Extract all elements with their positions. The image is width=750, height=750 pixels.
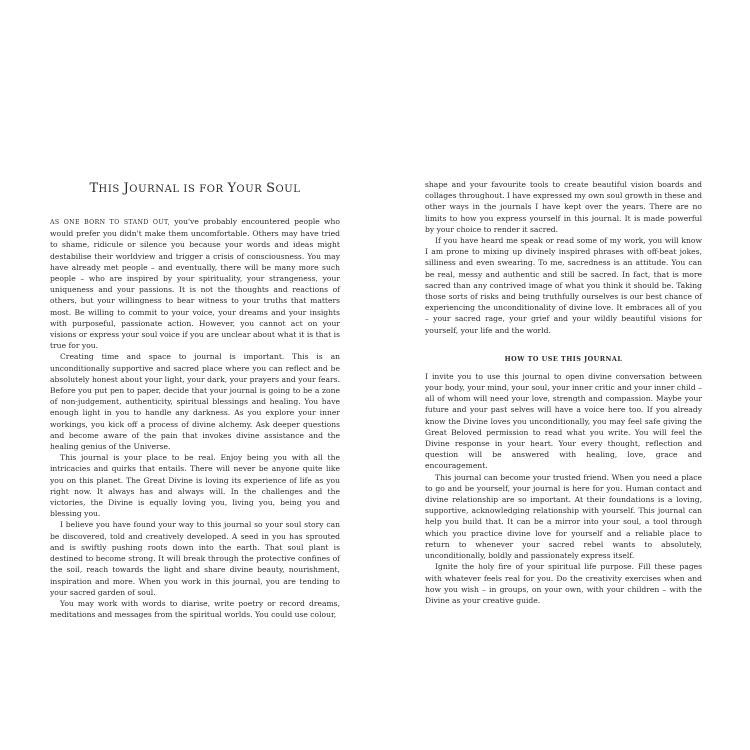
title-part: OUR <box>236 184 267 195</box>
paragraph: This journal can become your trusted friend. When you need a place to go and be yourself, your journal is here for you. Human contact and divine relationship are so important. At their foundations is a loving, supportive, acknowledging relationship with yourself. This journal can help you build that. It can be a mirror into your soul, a tool through which you practice divine love for yourself and a reliable place to return to whenever your sacred rebel wants to absolutely, unconditionally, boldly and passionately express itself. <box>425 472 702 561</box>
title-part: Y <box>227 181 237 196</box>
title-part: HIS <box>98 184 124 195</box>
paragraph <box>50 216 340 351</box>
page-title <box>50 181 340 196</box>
paragraph: shape and your favourite tools to create beautiful vision boards and collages throughout. I have expressed my own soul growth in these and other ways in the journals I have kept over the years. There are no limits to how you express yourself in this journal. It is made powerful by your choice to render it sacred. <box>425 180 703 234</box>
title-part: J <box>123 181 130 196</box>
title-part: T <box>89 181 99 196</box>
paragraph: Creating time and space to journal is important. This is an unconditionally supportive and sacred place where you can reflect and be absolutely honest about your light, your dark, your prayers and your fears. Before you put pen to paper, decide that your journal is going to be a zone of non-judgement, authenticity, spiritual blessings and healing. You have enough light in you to handle any darkness. As you explore your inner workings, you kick off a process of divine alchemy. Ask deeper questions and become aware of the pain that invokes divine assistance and the healing genius of the Universe. <box>50 352 340 452</box>
section-heading: HOW TO USE THIS JOURNAL <box>504 354 623 363</box>
paragraph: Ignite the holy fire of your spiritual life purpose. Fill these pages with whatever feels real for you. Do the creativity exercises when and how you wish – in groups, on your own, with your children – with the Divine as your creative guide. <box>425 562 702 605</box>
paragraph: I believe you have found your way to this journal so your soul story can be discovered, told and creatively developed. A seed in you has sprouted and is swiftly pushing roots down into the earth. That soul plant is destined to become strong. It will break through the protective confines of the soil, reach towards the light and share divine beauty, nourishment, inspiration and more. When you work in this journal, you are tending to your sacred garden of soul. <box>50 520 340 597</box>
title-part: OURNAL IS FOR <box>129 184 228 195</box>
title-part: S <box>266 181 276 196</box>
paragraph: This journal is your place to be real. Enjoy being you with all the intricacies and quirks that entails. There will never be anyone quite like you on this planet. The Great Divine is loving its experience of life as you right now. It always has and always will. In the challenges and the victories, the Divine is equally loving you, living you, being you and blessing you. <box>50 453 340 519</box>
lead-in: AS ONE BORN TO STAND OUT, <box>50 219 170 226</box>
title-part: OUL <box>275 184 301 195</box>
paragraph-text: you've probably encountered people who would prefer you didn't make them uncomfortable. Others may have tried to shame, ridicule or silence you because your words and ideas might destabilise their worldview and trigger a crisis of consciousness. You may have already met people – and eventually, there will be many more such people – who are inspired by your spirituality, your strangeness, your uniqueness and your passions. It is not the thoughts and reactions of others, but your willingness to bear witness to your truths that matters most. Be willing to commit to your voice, your dreams and your insights with purposeful, passionate action. However, you cannot act on your visions or express your soul voice if you are unclear about what it is that is true for you. <box>50 217 340 351</box>
right-page-body <box>425 179 702 606</box>
left-page-body <box>50 216 340 620</box>
paragraph: I invite you to use this journal to open divine conversation between your body, your mind, your soul, your inner critic and your inner child – all of whom will need your love, strength and compassion. Maybe your future and your past selves will have a voice here too. If you already know the Divine loves you unconditionally, you may feel safe giving the Great Beloved permission to read what you write. You will feel the Divine response in your heart. Your every thought, reflection and question will be answered with healing, love, grace and encouragement. <box>425 371 702 471</box>
paragraph: If you have heard me speak or read some of my work, you will know I am prone to mixing up divinely inspired phrases with off-beat jokes, silliness and even swearing. To me, sacredness is an attitude. You can be real, messy and authentic and still be sacred. In fact, that is more sacred than any contrived image of what you think it should be. Taking those sorts of risks and being truthfully ourselves is our best chance of experiencing the unconditionality of divine love. It embraces all of you – your sacred rage, your grief and your wildly beautiful visions for yourself, your life and the world. <box>425 236 702 335</box>
paragraph: You may work with words to diarise, write poetry or record dreams, meditations and messages from the spiritual worlds. You could use colour, <box>50 598 340 620</box>
